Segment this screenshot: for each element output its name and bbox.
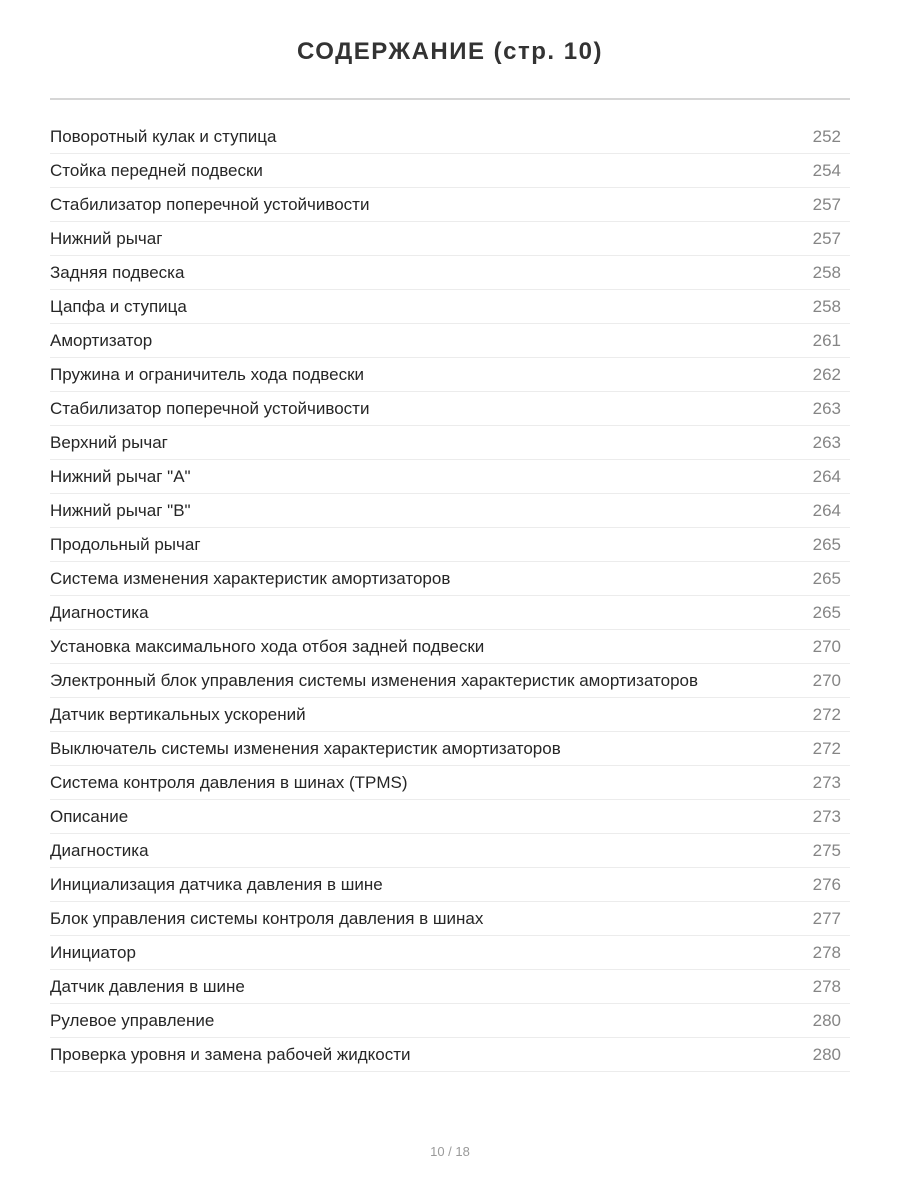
toc-entry-page-number: 262	[812, 364, 841, 384]
toc-entry-page-number: 280	[812, 1044, 841, 1064]
toc-entry-title: Стойка передней подвески	[50, 160, 263, 180]
toc-entry-page-number: 265	[812, 602, 841, 622]
toc-entry-page-number: 265	[812, 534, 841, 554]
toc-entry-page-number: 257	[812, 194, 841, 214]
toc-entry-page-number: 273	[812, 772, 841, 792]
toc-entry-page-number: 264	[812, 466, 841, 486]
toc-entry-page-number: 273	[812, 806, 841, 826]
toc-entry[interactable]	[50, 222, 850, 256]
toc-entry-page-number: 278	[812, 942, 841, 962]
toc-entry-page-number: 280	[812, 1010, 841, 1030]
toc-entry-title: Диагностика	[50, 840, 149, 860]
toc-entry[interactable]	[50, 324, 850, 358]
toc-entry-title: Датчик вертикальных ускорений	[50, 704, 306, 724]
toc-entry-page-number: 276	[812, 874, 841, 894]
toc-entry-title: Нижний рычаг	[50, 228, 163, 248]
toc-entry-title: Пружина и ограничитель хода подвески	[50, 364, 365, 384]
toc-entry-title: Выключатель системы изменения характеристик амортизаторов	[50, 738, 561, 758]
toc-entry[interactable]	[50, 766, 850, 800]
toc-entry-page-number: 270	[812, 670, 841, 690]
page-indicator: 10 / 18	[430, 1144, 470, 1159]
toc-entry[interactable]	[50, 732, 850, 766]
toc-entry-page-number: 263	[812, 398, 841, 418]
toc-entry-title: Инициатор	[50, 942, 136, 962]
toc-entry-title: Проверка уровня и замена рабочей жидкости	[50, 1044, 411, 1064]
toc-entry[interactable]	[50, 868, 850, 902]
toc-entry[interactable]	[50, 1038, 850, 1072]
toc-entry-title: Верхний рычаг	[50, 432, 168, 452]
toc-entry-page-number: 275	[812, 840, 841, 860]
toc-entry[interactable]	[50, 154, 850, 188]
toc-entry-page-number: 264	[812, 500, 841, 520]
toc-entry[interactable]	[50, 970, 850, 1004]
toc-entry-page-number: 277	[812, 908, 841, 928]
toc-entry-title: Задняя подвеска	[50, 262, 185, 282]
toc-entry-title: Блок управления системы контроля давления в шинах	[50, 908, 484, 928]
toc-entry-page-number: 272	[812, 704, 841, 724]
toc-entry[interactable]	[50, 426, 850, 460]
toc-entry-page-number: 265	[812, 568, 841, 588]
toc-entry[interactable]	[50, 630, 850, 664]
toc-entry-title: Нижний рычаг "B"	[50, 500, 191, 520]
toc-entry[interactable]	[50, 120, 850, 154]
toc-entry-title: Амортизатор	[50, 330, 153, 350]
toc-entry-title: Электронный блок управления системы изменения характеристик амортизаторов	[50, 670, 699, 690]
toc-entry[interactable]	[50, 936, 850, 970]
toc-entry[interactable]	[50, 1004, 850, 1038]
toc-entry-page-number: 258	[812, 296, 841, 316]
toc-entry-title: Стабилизатор поперечной устойчивости	[50, 194, 370, 214]
toc-entry[interactable]	[50, 290, 850, 324]
toc-entry[interactable]	[50, 494, 850, 528]
toc-entry-page-number: 252	[812, 126, 841, 146]
toc-entry-page-number: 258	[812, 262, 841, 282]
toc-list	[50, 120, 850, 1072]
toc-entry-title: Диагностика	[50, 602, 149, 622]
toc-entry[interactable]	[50, 698, 850, 732]
toc-entry[interactable]	[50, 834, 850, 868]
toc-entry-page-number: 261	[812, 330, 841, 350]
toc-entry-page-number: 254	[812, 160, 841, 180]
toc-entry-title: Система изменения характеристик амортизаторов	[50, 568, 451, 588]
toc-entry-title: Установка максимального хода отбоя задней подвески	[50, 636, 485, 656]
toc-entry[interactable]	[50, 392, 850, 426]
toc-entry-title: Инициализация датчика давления в шине	[50, 874, 383, 894]
toc-entry[interactable]	[50, 188, 850, 222]
toc-entry-title: Система контроля давления в шинах (TPMS)	[50, 772, 408, 792]
toc-entry[interactable]	[50, 596, 850, 630]
toc-entry-page-number: 257	[812, 228, 841, 248]
toc-entry[interactable]	[50, 562, 850, 596]
toc-entry-page-number: 278	[812, 976, 841, 996]
toc-entry-title: Продольный рычаг	[50, 534, 201, 554]
toc-entry-page-number: 272	[812, 738, 841, 758]
toc-entry-title: Поворотный кулак и ступица	[50, 126, 277, 146]
toc-entry[interactable]	[50, 460, 850, 494]
toc-entry[interactable]	[50, 528, 850, 562]
toc-entry-title: Описание	[50, 806, 129, 826]
toc-entry[interactable]	[50, 664, 850, 698]
toc-entry[interactable]	[50, 902, 850, 936]
toc-entry-title: Рулевое управление	[50, 1010, 215, 1030]
toc-entry-title: Датчик давления в шине	[50, 976, 245, 996]
toc-entry-title: Нижний рычаг "A"	[50, 466, 191, 486]
title-divider	[50, 98, 850, 100]
toc-entry-page-number: 263	[812, 432, 841, 452]
toc-entry[interactable]	[50, 800, 850, 834]
toc-entry-title: Цапфа и ступица	[50, 296, 187, 316]
toc-entry[interactable]	[50, 256, 850, 290]
toc-entry-page-number: 270	[812, 636, 841, 656]
toc-entry-title: Стабилизатор поперечной устойчивости	[50, 398, 370, 418]
toc-entry[interactable]	[50, 358, 850, 392]
page-title: СОДЕРЖАНИЕ (стр. 10)	[297, 38, 603, 65]
